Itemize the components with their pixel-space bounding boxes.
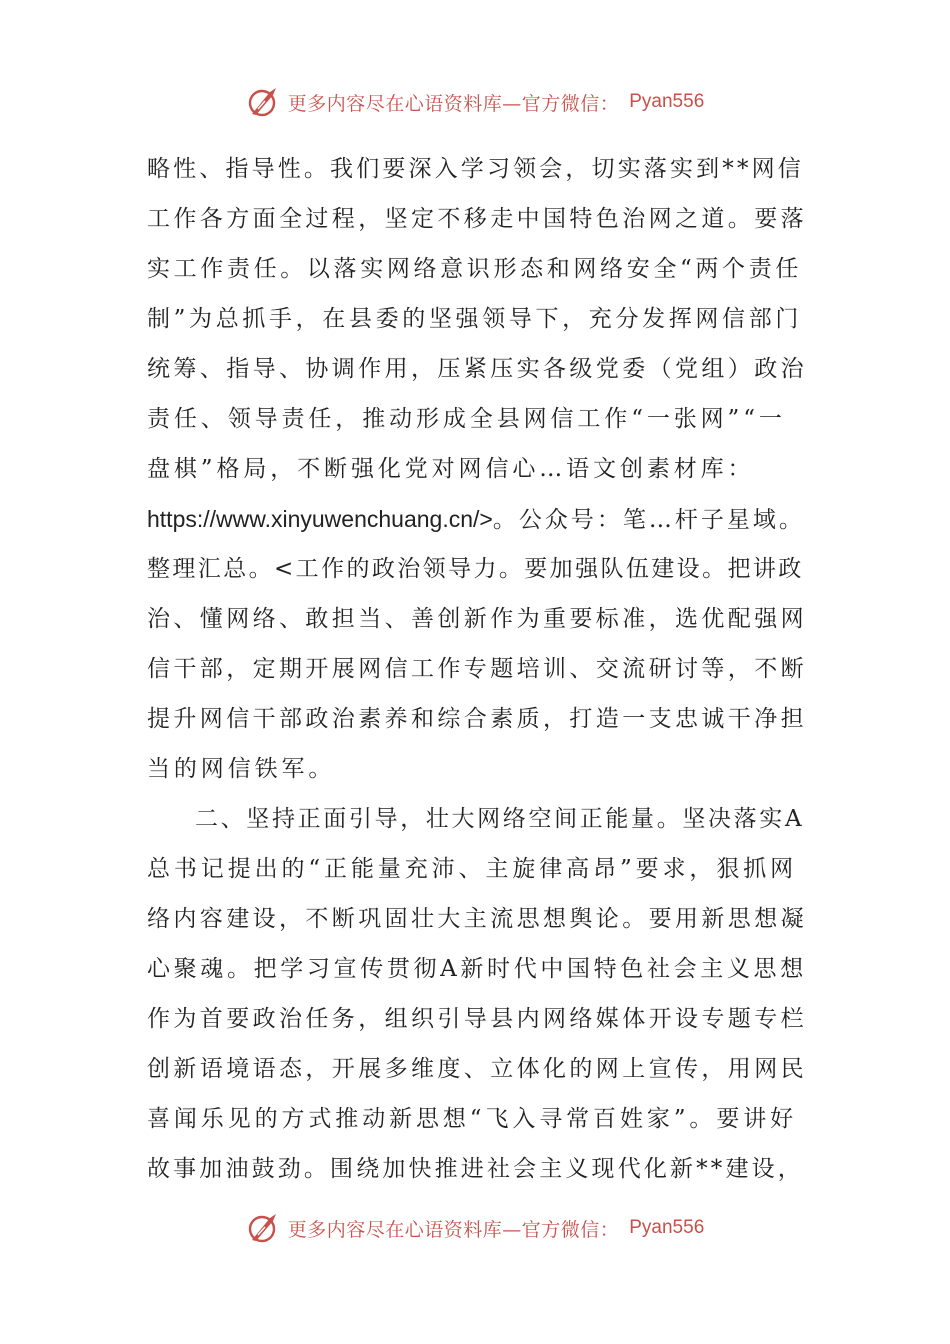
text-line: 实工作责任。以落实网络意识形态和网络安全“两个责任: [147, 256, 803, 282]
document-body: [147, 144, 807, 1194]
text-line: 创新语境语态，开展多维度、立体化的网上宣传，用网民: [147, 1056, 807, 1082]
text-line: 络内容建设，不断巩固壮大主流思想舆论。要用新思想凝: [147, 906, 807, 932]
text-line: 故事加油鼓劲。围绕加快推进社会主义现代化新**建设，: [147, 1156, 804, 1182]
banner-handle: Pyan556: [629, 1217, 705, 1238]
text-line: 信干部，定期开展网信工作专题培训、交流研讨等，不断: [147, 656, 807, 682]
url-line-rest: 。公众号：笔…杆子星域。: [492, 507, 805, 533]
text-line: 工作各方面全过程，坚定不移走中国特色治网之道。要落: [147, 206, 807, 232]
text-line: 总书记提出的“正能量充沛、主旋律高昂”要求，狠抓网: [147, 856, 798, 882]
source-url: https://www.xinyuwenchuang.cn/>: [147, 506, 493, 532]
paragraph-start-line: 二、坚持正面引导，壮大网络空间正能量。坚决落实A: [195, 806, 805, 832]
header-watermark-banner: [0, 84, 950, 120]
banner-text: 更多内容尽在心语资料库—官方微信：: [287, 92, 620, 115]
text-line: 当的网信铁军。: [147, 756, 336, 782]
text-line: 统筹、指导、协调作用，压紧压实各级党委（党组）政治: [147, 356, 807, 382]
text-line: 略性、指导性。我们要深入学习领会，切实落实到**网信: [147, 156, 804, 182]
text-line: 整理汇总。<工作的政治领导力。要加强队伍建设。把讲政: [147, 556, 804, 582]
text-line: 作为首要政治任务，组织引导县内网络媒体开设专题专栏: [147, 1006, 807, 1032]
banner-text: 更多内容尽在心语资料库—官方微信：: [287, 1218, 620, 1241]
text-line: 盘棋”格局，不断强化党对网信心…语文创素材库：: [147, 456, 755, 482]
text-line: 喜闻乐见的方式推动新思想“飞入寻常百姓家”。要讲好: [147, 1106, 798, 1132]
text-line: 提升网信干部政治素养和综合素质，打造一支忠诚干净担: [147, 706, 807, 732]
text-line: 治、懂网络、敢担当、善创新作为重要标准，选优配强网: [147, 606, 807, 632]
footer-watermark-banner: [0, 1210, 950, 1246]
text-line: 责任、领导责任，推动形成全县网信工作“一张网”“一: [147, 406, 786, 432]
pen-nib-logo-icon: [246, 1210, 282, 1246]
banner-handle: Pyan556: [629, 91, 705, 112]
pen-nib-logo-icon: [246, 84, 282, 120]
text-line: 心聚魂。把学习宣传贯彻A新时代中国特色社会主义思想: [147, 956, 807, 982]
text-line: 制”为总抓手，在县委的坚强领导下，充分发挥网信部门: [147, 306, 803, 332]
url-line: [147, 494, 807, 544]
